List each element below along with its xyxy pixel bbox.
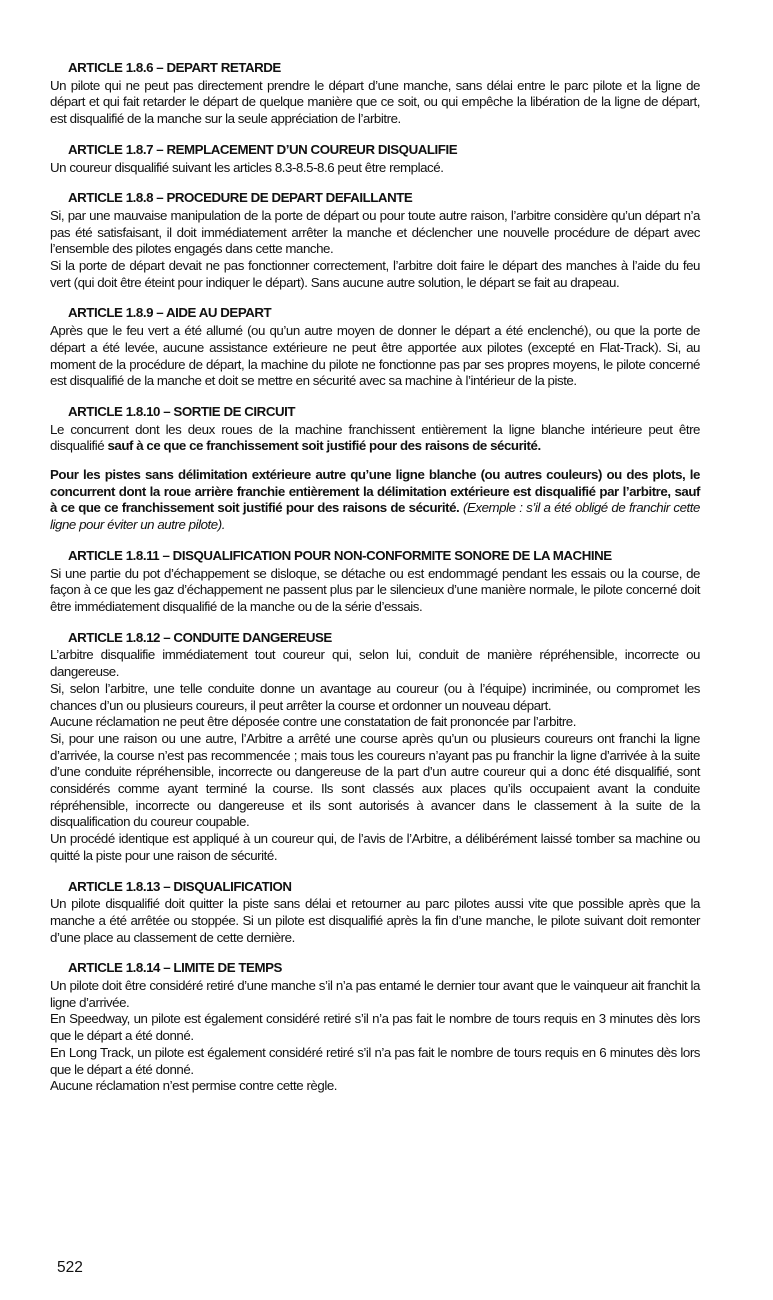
article-1-8-14 <box>50 960 700 1095</box>
article-1-8-12 <box>50 630 700 865</box>
article-paragraph: En Long Track, un pilote est également considéré retiré s’il n’a pas fait le nombre de tours requis en 6 minutes dès lors que le départ a été donné. <box>50 1044 700 1077</box>
article-paragraph: Aucune réclamation ne peut être déposée contre une constatation de fait prononcée par l’arbitre. <box>50 714 576 730</box>
paragraph-bold-text: Pour les pistes sans délimitation extérieure autre qu’une ligne blanche (ou autres couleurs) ou des plots, le concurrent dont la roue arrière franchie entièrement la délimitation extérieure est disqualifié par l’arbitre, sauf à ce que ce franchissement soit justifié pour des raisons de sécurité. <box>50 467 700 516</box>
article-1-8-8 <box>50 190 700 291</box>
article-paragraph: Un coureur disqualifié suivant les articles 8.3-8.5-8.6 peut être remplacé. <box>50 159 444 175</box>
article-title: ARTICLE 1.8.13 – DISQUALIFICATION <box>68 878 292 894</box>
article-paragraph: Après que le feu vert a été allumé (ou qu’un autre moyen de donner le départ a été enclenché), ou que la porte de départ a été levée, aucune assistance extérieure ne peut être apportée aux pilotes (excepté en Flat-Track). Si, au moment de la procédure de départ, la machine du pilote ne fonctionne pas par ses propres moyens, le pilote concerné est disqualifié de la manche et doit se mettre en sécurité avec sa machine à l’intérieur de la piste. <box>50 323 700 389</box>
article-paragraph: En Speedway, un pilote est également considéré retiré s’il n’a pas fait le nombre de tours requis en 3 minutes dès lors que le départ a été donné. <box>50 1011 700 1044</box>
article-1-8-6 <box>50 60 700 128</box>
article-paragraph: Si, pour une raison ou une autre, l’Arbitre a arrêté une course après qu’un ou plusieurs coureurs ont franchi la ligne d’arrivée, la course n’est pas recommencée ; mais tous les coureurs n’ayant pas pu franchir la ligne d’arrivée à la suite d’une conduite répréhensible, incorrecte ou dangereuse de la part d’un autre coureur qui a donc été disqualifié, sont considérés comme ayant terminé la course. Ils sont classés aux places qu’ils occupaient avant la conduite répréhensible, incorrecte ou dangereuse et ils sont autorisés à avancer dans le classement à la suite de la disqualification du coureur coupable. <box>50 730 700 830</box>
article-paragraph <box>50 467 700 534</box>
article-title: ARTICLE 1.8.9 – AIDE AU DEPART <box>68 305 272 321</box>
article-paragraph: Si, par une mauvaise manipulation de la porte de départ ou pour toute autre raison, l’arbitre considère qu’un départ n’a pas été satisfaisant, il doit immédiatement arrêter la manche et déclencher une nouvelle procédure de départ avec l’ensemble des pilotes engagés dans cette manche. <box>50 207 700 257</box>
article-paragraph: Aucune réclamation n’est permise contre cette règle. <box>50 1078 338 1094</box>
paragraph-text: Le concurrent dont les deux roues de la machine franchissent entièrement la ligne blanche intérieure peut être disqualifié <box>50 421 700 454</box>
article-paragraph: Si la porte de départ devait ne pas fonctionner correctement, l’arbitre doit faire le départ des manches à l’aide du feu vert (qui doit être éteint pour indiquer le départ). Sans aucune autre solution, le départ se fait au drapeau. <box>50 258 700 290</box>
article-paragraph: Un procédé identique est appliqué à un coureur qui, de l’avis de l’Arbitre, a délibérément laissé tomber sa machine ou quitté la piste pour une raison de sécurité. <box>50 831 700 863</box>
article-paragraph: Si, selon l’arbitre, une telle conduite donne un avantage au coureur (ou à l’équipe) incriminée, ou compromet les chances d’un ou plusieurs coureurs, il peut arrêter la course et ordonner un nouveau départ. <box>50 680 700 713</box>
article-title: ARTICLE 1.8.8 – PROCEDURE DE DEPART DEFAILLANTE <box>68 190 413 206</box>
paragraph-bold-text: sauf à ce que ce franchissement soit justifié pour des raisons de sécurité. <box>107 438 541 454</box>
page-number: 522 <box>57 1259 83 1276</box>
article-paragraph: L’arbitre disqualifie immédiatement tout coureur qui, selon lui, conduit de manière répréhensible, incorrecte ou dangereuse. <box>50 647 700 680</box>
article-title: ARTICLE 1.8.12 – CONDUITE DANGEREUSE <box>68 629 332 645</box>
article-paragraph <box>50 422 700 455</box>
article-paragraph: Un pilote disqualifié doit quitter la piste sans délai et retourner au parc pilotes aussi vite que possible après que la manche a été arrêtée ou stoppée. Si un pilote est disqualifié après la fin d’une manche, le pilote suivant doit remonter d’une place au classement de cette dernière. <box>50 896 700 945</box>
article-paragraph: Un pilote qui ne peut pas directement prendre le départ d’une manche, sans délai entre le parc pilote et la ligne de départ et qui fait retarder le départ de quelque manière que ce soit, ou qui empêche la libération de la ligne de départ, est disqualifié de la manche sur la seule appréciation de l’arbitre. <box>50 77 700 127</box>
article-paragraph: Si une partie du pot d’échappement se disloque, se détache ou est endommagé pendant les essais ou la course, de façon à ce que les gaz d’échappement ne passent plus par le silencieux d’une manière normale, le pilote concerné doit être immédiatement disqualifié de la manche ou de la série d’essais. <box>50 565 700 614</box>
article-title: ARTICLE 1.8.10 – SORTIE DE CIRCUIT <box>68 403 296 419</box>
paragraph-italic-text: (Exemple : s’il a été obligé de franchir cette ligne pour éviter un autre pilote). <box>50 500 700 533</box>
article-title: ARTICLE 1.8.6 – DEPART RETARDE <box>68 60 281 75</box>
article-1-8-7 <box>50 142 700 176</box>
article-title: ARTICLE 1.8.11 – DISQUALIFICATION POUR NON-CONFORMITE SONORE DE LA MACHINE <box>68 547 612 563</box>
article-title: ARTICLE 1.8.14 – LIMITE DE TEMPS <box>68 960 282 976</box>
article-1-8-9 <box>50 305 700 390</box>
article-1-8-11 <box>50 548 700 616</box>
article-paragraph: Un pilote doit être considéré retiré d’une manche s’il n’a pas entamé le dernier tour avant que le vainqueur ait franchit la ligne d’arrivée. <box>50 978 700 1010</box>
document-body <box>50 60 700 1109</box>
article-title: ARTICLE 1.8.7 – REMPLACEMENT D’UN COUREUR DISQUALIFIE <box>68 141 458 157</box>
article-1-8-13 <box>50 879 700 947</box>
article-1-8-10 <box>50 404 700 534</box>
